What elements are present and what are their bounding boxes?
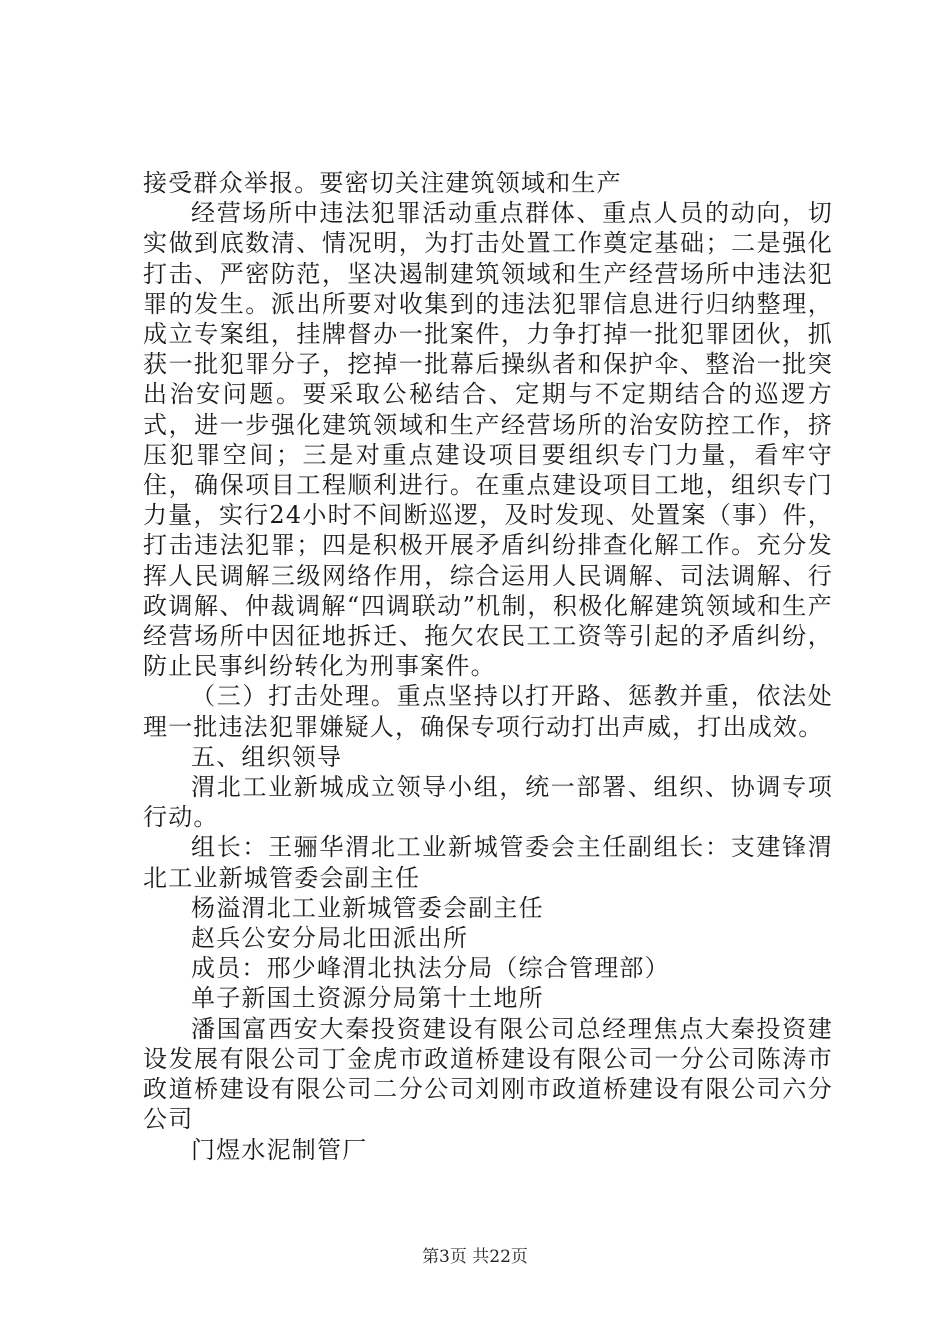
section-heading-organization: 五、组织领导 [191,742,343,771]
paragraph-10: 单子新国土资源分局第十土地所 [191,984,544,1013]
document-body [143,168,833,1165]
paragraph-2: 经营场所中违法犯罪活动重点群体、重点人员的动向，切实做到底数清、情况明，为打击处置工作奠定基础；二是强化打击、严密防范，坚决遏制建筑领域和生产经营场所中违法犯罪的发生。派出所要对收集到的违法犯罪信息进行归纳整理，成立专案组，挂牌督办一批案件，力争打掉一批犯罪团伙，抓获一批犯罪分子，挖掉一批幕后操纵者和保护伞、整治一批突出治安问题。要采取公秘结合、定期与不定期结合的巡逻方式，进一步强化建筑领域和生产经营场所的治安防控工作，挤压犯罪空间；三是对重点建设项目要组织专门力量，看牢守住，确保项目工程顺利进行。在重点建设项目工地，组织专门力量，实行24小时不间断巡逻，及时发现、处置案（事）件，打击违法犯罪；四是积极开展矛盾纠纷排查化解工作。充分发挥人民调解三级网络作用，综合运用人民调解、司法调解、行政调解、仲裁调解“四调联动”机制，积极化解建筑领域和生产经营场所中因征地拆迁、拖欠农民工工资等引起的矛盾纠纷，防止民事纠纷转化为刑事案件。 [143,199,833,681]
paragraph-9: 成员：邢少峰渭北执法分局（综合管理部） [191,954,670,983]
paragraph-1: 接受群众举报。要密切关注建筑领域和生产 [143,169,622,197]
paragraph-12: 门煜水泥制管厂 [191,1135,368,1164]
page-number-footer: 第3页 共22页 [422,1247,528,1267]
paragraph-7: 杨溢渭北工业新城管委会副主任 [191,893,544,922]
paragraph-5: 渭北工业新城成立领导小组，统一部署、组织、协调专项行动。 [143,773,833,832]
paragraph-6: 组长：王骊华渭北工业新城管委会主任副组长：支建锋渭北工业新城管委会副主任 [143,833,833,892]
paragraph-8: 赵兵公安分局北田派出所 [191,924,469,953]
paragraph-11: 潘国富西安大秦投资建设有限公司总经理焦点大秦投资建设发展有限公司丁金虎市政道桥建设有限公司一分公司陈涛市政道桥建设有限公司二分公司刘刚市政道桥建设有限公司六分公司 [143,1014,833,1134]
paragraph-3: （三）打击处理。重点坚持以打开路、惩教并重，依法处理一批违法犯罪嫌疑人，确保专项行动打出声威，打出成效。 [143,682,833,741]
